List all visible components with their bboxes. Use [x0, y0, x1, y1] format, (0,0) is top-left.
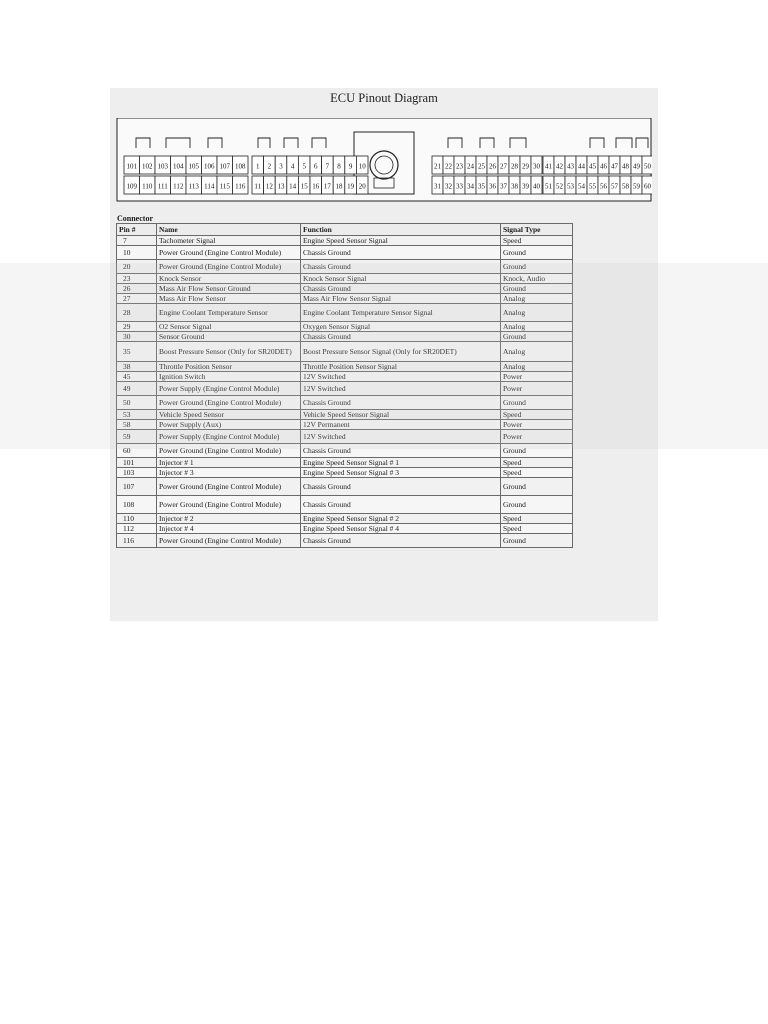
pin-number: 31 [434, 182, 441, 191]
table-row [117, 496, 573, 514]
table-row [117, 468, 573, 478]
table-row [117, 396, 573, 410]
pin-number: 8 [337, 162, 341, 171]
pin-number: 110 [142, 182, 153, 191]
pin-number: 104 [173, 162, 184, 171]
cell-pin: 107 [117, 478, 157, 496]
cell-signal-type: Knock, Audio [501, 274, 573, 284]
table-row [117, 274, 573, 284]
cell-name: Power Supply (Engine Control Module) [157, 430, 301, 444]
cell-pin: 38 [117, 362, 157, 372]
cell-name: Power Ground (Engine Control Module) [157, 260, 301, 274]
cell-pin: 53 [117, 410, 157, 420]
cell-signal-type: Power [501, 382, 573, 396]
cell-function: Engine Speed Sensor Signal # 3 [301, 468, 501, 478]
pin-number: 19 [347, 182, 355, 191]
pin-number: 51 [545, 182, 552, 191]
scanned-page [110, 88, 658, 621]
cell-name: Power Ground (Engine Control Module) [157, 444, 301, 458]
cell-signal-type: Analog [501, 322, 573, 332]
cell-pin: 27 [117, 294, 157, 304]
pin-number: 26 [489, 162, 496, 171]
cell-name: Injector # 3 [157, 468, 301, 478]
cell-pin: 59 [117, 430, 157, 444]
cell-function: 12V Switched [301, 372, 501, 382]
cell-function: Chassis Ground [301, 444, 501, 458]
table-row [117, 430, 573, 444]
cell-name: Mass Air Flow Sensor Ground [157, 284, 301, 294]
pin-number: 55 [589, 182, 596, 191]
cell-pin: 10 [117, 246, 157, 260]
cell-function: Knock Sensor Signal [301, 274, 501, 284]
pin-number: 16 [312, 182, 320, 191]
table-row [117, 284, 573, 294]
cell-signal-type: Power [501, 420, 573, 430]
pin-number: 109 [126, 182, 137, 191]
pin-number: 107 [219, 162, 230, 171]
cell-pin: 26 [117, 284, 157, 294]
pin-number: 14 [289, 182, 297, 191]
cell-pin: 108 [117, 496, 157, 514]
cell-function: Engine Coolant Temperature Sensor Signal [301, 304, 501, 322]
cell-function: Chassis Ground [301, 478, 501, 496]
pin-number: 102 [142, 162, 153, 171]
cell-name: Mass Air Flow Sensor [157, 294, 301, 304]
pin-number: 46 [600, 162, 607, 171]
cell-signal-type: Ground [501, 478, 573, 496]
cell-signal-type: Speed [501, 236, 573, 246]
cell-function: Engine Speed Sensor Signal [301, 236, 501, 246]
pin-number: 57 [611, 182, 618, 191]
cell-name: Tachometer Signal [157, 236, 301, 246]
cell-pin: 50 [117, 396, 157, 410]
cell-signal-type: Speed [501, 410, 573, 420]
pin-number: 106 [204, 162, 215, 171]
pin-number: 113 [188, 182, 199, 191]
table-row [117, 246, 573, 260]
cell-name: Power Ground (Engine Control Module) [157, 534, 301, 548]
cell-signal-type: Speed [501, 468, 573, 478]
table-row [117, 372, 573, 382]
pin-number: 13 [277, 182, 285, 191]
table-row [117, 322, 573, 332]
pin-number: 27 [500, 162, 507, 171]
table-row [117, 382, 573, 396]
cell-pin: 49 [117, 382, 157, 396]
pin-number: 53 [567, 182, 574, 191]
cell-pin: 116 [117, 534, 157, 548]
pin-number: 30 [533, 162, 540, 171]
pin-number: 38 [511, 182, 518, 191]
pin-number: 101 [126, 162, 137, 171]
pin-number: 36 [489, 182, 496, 191]
table-row [117, 342, 573, 362]
cell-signal-type: Ground [501, 260, 573, 274]
pin-number: 34 [467, 182, 474, 191]
table-row [117, 304, 573, 322]
pin-number: 12 [265, 182, 273, 191]
cell-name: Injector # 1 [157, 458, 301, 468]
cell-name: Power Supply (Engine Control Module) [157, 382, 301, 396]
table-row [117, 478, 573, 496]
pin-number: 116 [235, 182, 246, 191]
cell-signal-type: Analog [501, 304, 573, 322]
cell-name: Boost Pressure Sensor (Only for SR20DET) [157, 342, 301, 362]
table-row [117, 294, 573, 304]
header-name: Name [157, 224, 301, 236]
pin-number: 37 [500, 182, 507, 191]
table-header-row [117, 224, 573, 236]
cell-signal-type: Ground [501, 396, 573, 410]
cell-pin: 112 [117, 524, 157, 534]
cell-pin: 110 [117, 514, 157, 524]
cell-function: Throttle Position Sensor Signal [301, 362, 501, 372]
cell-pin: 20 [117, 260, 157, 274]
pin-number: 52 [556, 182, 563, 191]
cell-pin: 7 [117, 236, 157, 246]
table-row [117, 534, 573, 548]
pin-number: 58 [622, 182, 629, 191]
pin-number: 3 [279, 162, 283, 171]
cell-signal-type: Ground [501, 246, 573, 260]
pin-number: 41 [545, 162, 552, 171]
cell-signal-type: Speed [501, 458, 573, 468]
cell-pin: 23 [117, 274, 157, 284]
cell-function: Engine Speed Sensor Signal # 4 [301, 524, 501, 534]
pin-number: 24 [467, 162, 474, 171]
pin-number: 9 [348, 162, 353, 171]
pin-number: 48 [622, 162, 629, 171]
cell-signal-type: Ground [501, 534, 573, 548]
cell-pin: 30 [117, 332, 157, 342]
header-signal-type: Signal Type [501, 224, 573, 236]
pin-number: 47 [611, 162, 618, 171]
header-function: Function [301, 224, 501, 236]
pin-number: 112 [173, 182, 184, 191]
cell-name: Power Supply (Aux) [157, 420, 301, 430]
pin-number: 6 [314, 162, 318, 171]
table-row [117, 362, 573, 372]
cell-function: 12V Permanent [301, 420, 501, 430]
pin-number: 39 [522, 182, 529, 191]
page-title: ECU Pinout Diagram [330, 91, 438, 105]
cell-signal-type: Speed [501, 514, 573, 524]
pin-number: 103 [157, 162, 168, 171]
cell-name: Ignition Switch [157, 372, 301, 382]
table-row [117, 514, 573, 524]
pin-number: 56 [600, 182, 607, 191]
pin-number: 111 [157, 182, 168, 191]
cell-pin: 103 [117, 468, 157, 478]
cell-function: Oxygen Sensor Signal [301, 322, 501, 332]
cell-signal-type: Ground [501, 332, 573, 342]
cell-function: Chassis Ground [301, 534, 501, 548]
pin-number: 35 [478, 182, 485, 191]
cell-name: Injector # 4 [157, 524, 301, 534]
cell-function: Chassis Ground [301, 284, 501, 294]
connector-caption: Connector [117, 214, 153, 223]
cell-name: Power Ground (Engine Control Module) [157, 496, 301, 514]
cell-function: Chassis Ground [301, 496, 501, 514]
cell-signal-type: Analog [501, 342, 573, 362]
cell-name: Power Ground (Engine Control Module) [157, 478, 301, 496]
cell-name: Vehicle Speed Sensor [157, 410, 301, 420]
cell-function: Chassis Ground [301, 332, 501, 342]
table-row [117, 524, 573, 534]
cell-pin: 29 [117, 322, 157, 332]
pin-number: 115 [219, 182, 230, 191]
pin-number: 22 [445, 162, 452, 171]
pin-number: 20 [358, 182, 366, 191]
pin-number: 32 [445, 182, 452, 191]
cell-name: Engine Coolant Temperature Sensor [157, 304, 301, 322]
cell-signal-type: Speed [501, 524, 573, 534]
cell-signal-type: Ground [501, 444, 573, 458]
pin-number: 7 [325, 162, 330, 171]
cell-function: Chassis Ground [301, 260, 501, 274]
header-pin: Pin # [117, 224, 157, 236]
pin-number: 29 [522, 162, 529, 171]
pin-number: 59 [633, 182, 640, 191]
pin-number: 5 [302, 162, 306, 171]
cell-signal-type: Power [501, 372, 573, 382]
table-row [117, 458, 573, 468]
cell-signal-type: Analog [501, 362, 573, 372]
pin-number: 2 [267, 162, 272, 171]
cell-function: Engine Speed Sensor Signal # 1 [301, 458, 501, 468]
pin-number: 28 [511, 162, 518, 171]
cell-function: Chassis Ground [301, 396, 501, 410]
pin-number: 10 [358, 162, 366, 171]
cell-pin: 45 [117, 372, 157, 382]
pin-number: 23 [456, 162, 463, 171]
pin-number: 49 [633, 162, 640, 171]
cell-name: Throttle Position Sensor [157, 362, 301, 372]
pin-number: 43 [567, 162, 574, 171]
cell-pin: 28 [117, 304, 157, 322]
table-row [117, 332, 573, 342]
pin-number: 33 [456, 182, 463, 191]
cell-name: Sensor Ground [157, 332, 301, 342]
pin-number: 21 [434, 162, 441, 171]
table-row [117, 444, 573, 458]
cell-pin: 60 [117, 444, 157, 458]
cell-function: Engine Speed Sensor Signal # 2 [301, 514, 501, 524]
cell-function: Vehicle Speed Sensor Signal [301, 410, 501, 420]
cell-function: 12V Switched [301, 382, 501, 396]
pin-number: 18 [335, 182, 343, 191]
cell-name: Power Ground (Engine Control Module) [157, 246, 301, 260]
cell-function: 12V Switched [301, 430, 501, 444]
pinout-table [116, 223, 573, 548]
table-row [117, 410, 573, 420]
cell-signal-type: Ground [501, 496, 573, 514]
pin-number: 11 [254, 182, 262, 191]
pin-number: 17 [323, 182, 331, 191]
cell-function: Chassis Ground [301, 246, 501, 260]
pin-number: 45 [589, 162, 596, 171]
pin-number: 1 [256, 162, 260, 171]
cell-name: Injector # 2 [157, 514, 301, 524]
pin-number: 60 [644, 182, 651, 191]
cell-name: Power Ground (Engine Control Module) [157, 396, 301, 410]
pin-number: 15 [300, 182, 308, 191]
cell-function: Boost Pressure Sensor Signal (Only for SR20DET) [301, 342, 501, 362]
cell-name: Knock Sensor [157, 274, 301, 284]
pin-number: 105 [188, 162, 199, 171]
pin-number: 4 [290, 162, 295, 171]
pin-number: 25 [478, 162, 485, 171]
pin-number: 114 [204, 182, 215, 191]
pin-number: 40 [533, 182, 540, 191]
cell-pin: 58 [117, 420, 157, 430]
pin-number: 42 [556, 162, 563, 171]
pin-number: 50 [644, 162, 651, 171]
cell-function: Mass Air Flow Sensor Signal [301, 294, 501, 304]
cell-signal-type: Ground [501, 284, 573, 294]
cell-signal-type: Analog [501, 294, 573, 304]
cell-pin: 101 [117, 458, 157, 468]
cell-signal-type: Power [501, 430, 573, 444]
table-row [117, 236, 573, 246]
pin-number: 44 [578, 162, 585, 171]
table-row [117, 260, 573, 274]
table-row [117, 420, 573, 430]
cell-name: O2 Sensor Signal [157, 322, 301, 332]
pin-number: 54 [578, 182, 585, 191]
cell-pin: 35 [117, 342, 157, 362]
pin-number: 108 [235, 162, 246, 171]
